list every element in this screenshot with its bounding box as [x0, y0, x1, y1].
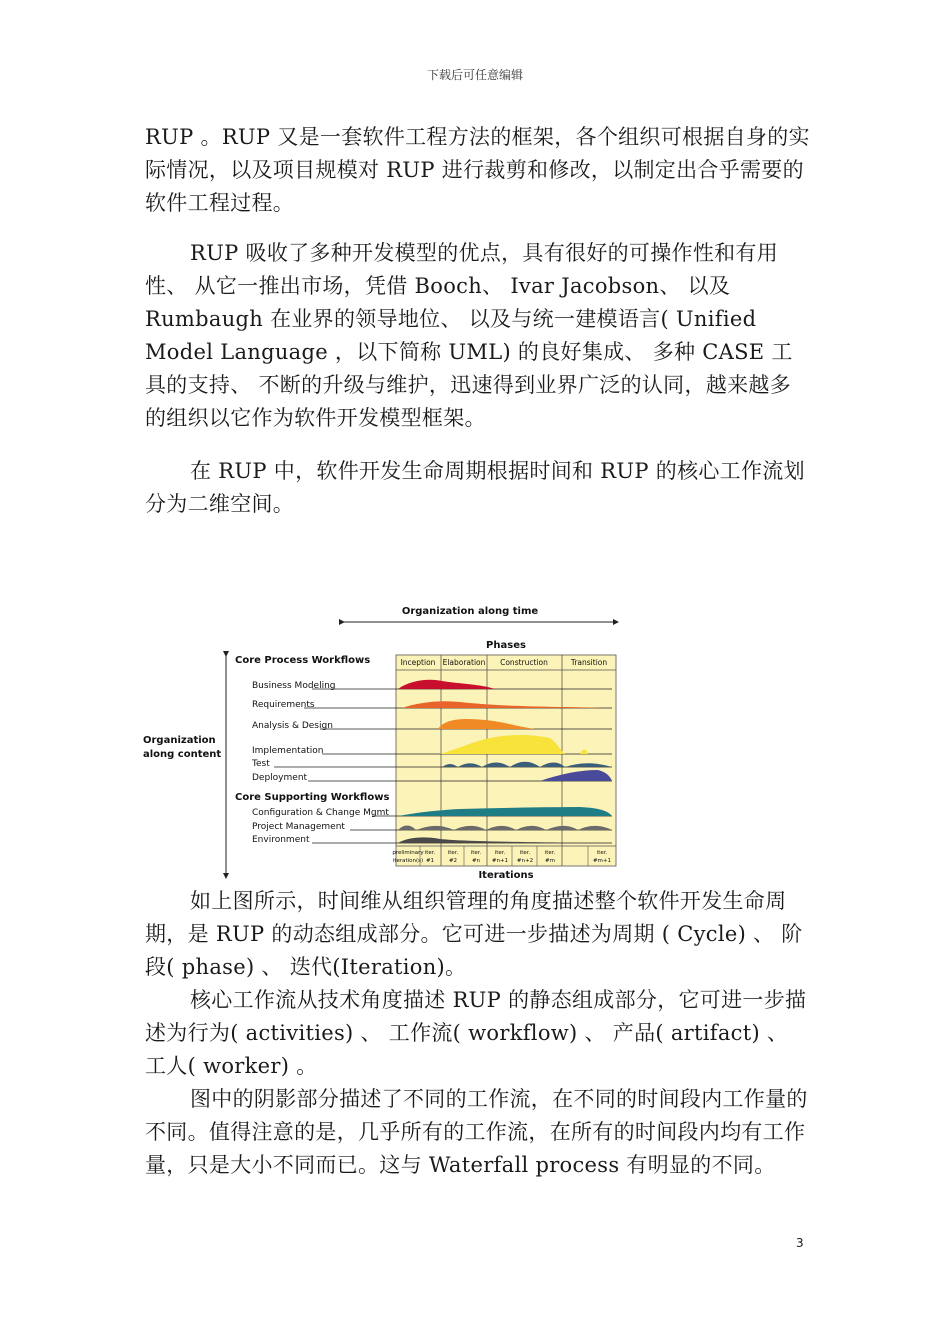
iteration-label: #n+1	[491, 858, 509, 864]
paragraph-1: RUP 。RUP 又是一套软件工程方法的框架，各个组织可根据自身的实际情况，以及项目规模对 RUP 进行裁剪和修改，以制定出合乎需要的软件工程过程。	[145, 125, 810, 215]
workflow-analysis-design: Analysis & Design	[252, 721, 333, 731]
phase-transition: Transition	[570, 658, 608, 667]
iteration-label: iter.	[424, 850, 436, 856]
iteration-label: iter.	[494, 850, 506, 856]
phase-construction: Construction	[500, 658, 548, 667]
time-axis-label: Organization along time	[401, 606, 539, 617]
paragraph-6: 图中的阴影部分描述了不同的工作流，在不同的时间段内工作量的不同。值得注意的是，几乎所有的工作流，在所有的时间段内均有工作量，只是大小不同而已。这与 Waterfall process 有明显的不同。	[145, 1087, 808, 1177]
content-axis-label-1: Organization	[143, 735, 216, 746]
iteration-label: #n	[471, 858, 481, 864]
iteration-label: iteration(s)	[392, 858, 424, 864]
paragraph-2: RUP 吸收了多种开发模型的优点，具有很好的可操作性和有用性、 从它一推出市场，凭借 Booch、 Ivar Jacobson、 以及 Rumbaugh 在业界的领导地位、 以及与统一建模语言( Unified Model Language ，以下简称 UML) 的良好集成、 多种 CASE 工具的支持、 不断的升级与维护，迅速得到业界广泛的认同，越来越多的组织以它作为软件开发模型框架。	[145, 241, 793, 430]
workflow-implementation: Implementation	[252, 746, 324, 756]
iteration-label: #m+1	[592, 858, 612, 864]
page-header: 下载后可任意编辑	[426, 68, 523, 82]
paragraph-4: 如上图所示，时间维从组织管理的角度描述整个软件开发生命周期，是 RUP 的动态组成部分。它可进一步描述为周期 ( Cycle) 、 阶段( phase) 、 迭代(Iteration)。	[145, 889, 803, 979]
iteration-label: #2	[448, 858, 458, 864]
workflow-requirements: Requirements	[252, 700, 315, 710]
phase-inception: Inception	[400, 658, 436, 667]
iteration-label: #n+2	[516, 858, 534, 864]
content-axis-label-2: along content	[143, 749, 222, 760]
workflow-environment: Environment	[252, 835, 310, 845]
core-process-title: Core Process Workflows	[235, 655, 371, 666]
paragraph-3: 在 RUP 中，软件开发生命周期根据时间和 RUP 的核心工作流划分为二维空间。	[145, 459, 805, 516]
iteration-label: preliminary	[392, 850, 424, 856]
rup-lifecycle-figure	[140, 598, 620, 884]
workflow-project-management: Project Management	[252, 822, 345, 832]
workflow-test: Test	[252, 759, 270, 769]
core-supporting-title: Core Supporting Workflows	[235, 792, 390, 803]
workflow-deployment: Deployment	[252, 773, 308, 783]
iteration-label: #m	[545, 858, 555, 864]
iteration-label: iter.	[596, 850, 608, 856]
iterations-title: Iterations	[478, 870, 534, 881]
workflow-config-change-mgmt: Configuration & Change Mgmt	[252, 808, 389, 818]
phases-title: Phases	[486, 640, 526, 651]
iteration-label: #1	[425, 858, 435, 864]
iteration-label: iter.	[447, 850, 459, 856]
workflow-business-modeling: Business Modeling	[252, 681, 336, 691]
rup-diagram	[140, 598, 620, 884]
phase-elaboration: Elaboration	[442, 658, 486, 667]
iteration-label: iter.	[544, 850, 556, 856]
paragraph-5: 核心工作流从技术角度描述 RUP 的静态组成部分，它可进一步描述为行为( activities) 、 工作流( workflow) 、 产品( artifact) 、 工人( worker) 。	[145, 988, 807, 1078]
iteration-label: iter.	[519, 850, 531, 856]
page-number: 3	[796, 1236, 804, 1250]
iteration-label: iter.	[470, 850, 482, 856]
